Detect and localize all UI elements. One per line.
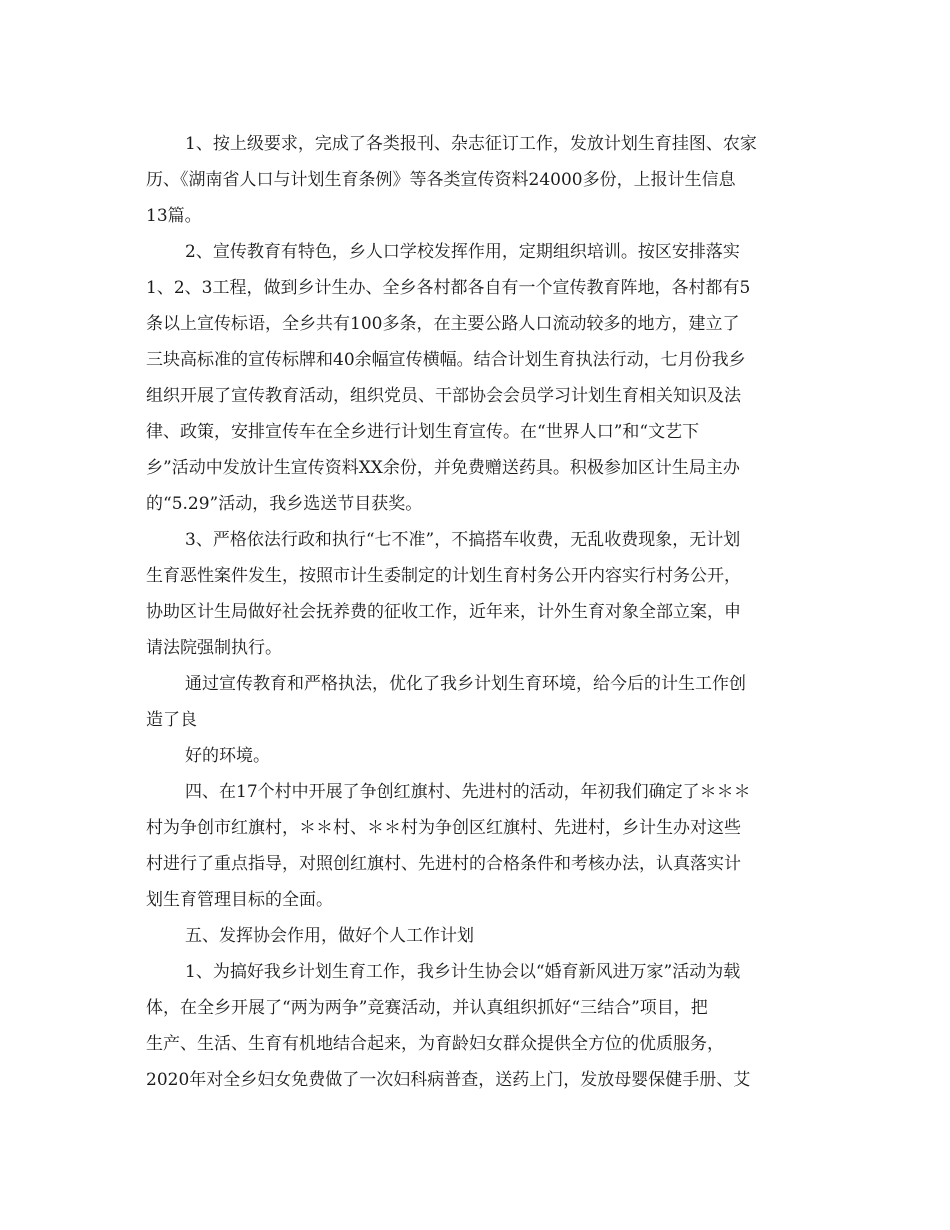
text-line: 村进行了重点指导，对照创红旗村、先进村的合格条件和考核办法，认真落实计 xyxy=(146,854,741,874)
text-line: 律、政策，安排宣传车在全乡进行计划生育宣传。在“世界人口”和“文艺下 xyxy=(146,422,700,442)
text-line: 条以上宣传标语，全乡共有100多条，在主要公路人口流动较多的地方，建立了 xyxy=(146,314,740,334)
text-line: 五、发挥协会作用，做好个人工作计划 xyxy=(185,926,474,946)
text-line: 13篇。 xyxy=(146,206,202,226)
text-line: 1、2、3工程，做到乡计生办、全乡各村都各自有一个宣传教育阵地，各村都有5 xyxy=(146,278,751,298)
text-line: 历、《湖南省人口与计划生育条例》等各类宣传资料24000多份，上报计生信息 xyxy=(146,170,736,190)
text-line: 村为争创市红旗村，＊＊村、＊＊村为争创区红旗村、先进村，乡计生办对这些 xyxy=(146,818,741,838)
text-line: 生产、生活、生育有机地结合起来，为育龄妇女群众提供全方位的优质服务， xyxy=(146,1034,724,1054)
text-line: 通过宣传教育和严格执法，优化了我乡计划生育环境，给今后的计生工作创 xyxy=(185,674,746,694)
text-line: 划生育管理目标的全面。 xyxy=(146,890,333,910)
text-line: 四、在17个村中开展了争创红旗村、先进村的活动，年初我们确定了＊＊＊ xyxy=(185,782,751,802)
text-line: 2020年对全乡妇女免费做了一次妇科病普查，送药上门，发放母婴保健手册、艾 xyxy=(146,1070,751,1090)
text-line: 2、宣传教育有特色，乡人口学校发挥作用，定期组织培训。按区安排落实 xyxy=(185,242,740,262)
text-line: 的“5.29”活动，我乡选送节目获奖。 xyxy=(146,494,423,514)
text-line: 三块高标准的宣传标牌和40余幅宣传横幅。结合计划生育执法行动，七月份我乡 xyxy=(146,350,746,370)
text-line: 1、按上级要求，完成了各类报刊、杂志征订工作，发放计划生育挂图、农家 xyxy=(185,134,757,154)
text-line: 乡”活动中发放计生宣传资料XX余份，并免费赠送药具。积极参加区计生局主办 xyxy=(146,458,740,478)
text-line: 体，在全乡开展了“两为两争”竞赛活动，并认真组织抓好“三结合”项目，把 xyxy=(146,998,708,1018)
text-line: 协助区计生局做好社会抚养费的征收工作，近年来，计外生育对象全部立案，申 xyxy=(146,602,741,622)
text-line: 好的环境。 xyxy=(185,746,270,766)
text-line: 生育恶性案件发生，按照市计生委制定的计划生育村务公开内容实行村务公开， xyxy=(146,566,741,586)
text-line: 造了良 xyxy=(146,710,197,730)
text-line: 请法院强制执行。 xyxy=(146,638,282,658)
text-line: 1、为搞好我乡计划生育工作，我乡计生协会以“婚育新风进万家”活动为载 xyxy=(185,962,741,982)
text-line: 3、严格依法行政和执行“七不准”，不搞搭车收费，无乱收费现象，无计划 xyxy=(185,530,741,550)
text-line: 组织开展了宣传教育活动，组织党员、干部协会会员学习计划生育相关知识及法 xyxy=(146,386,741,406)
